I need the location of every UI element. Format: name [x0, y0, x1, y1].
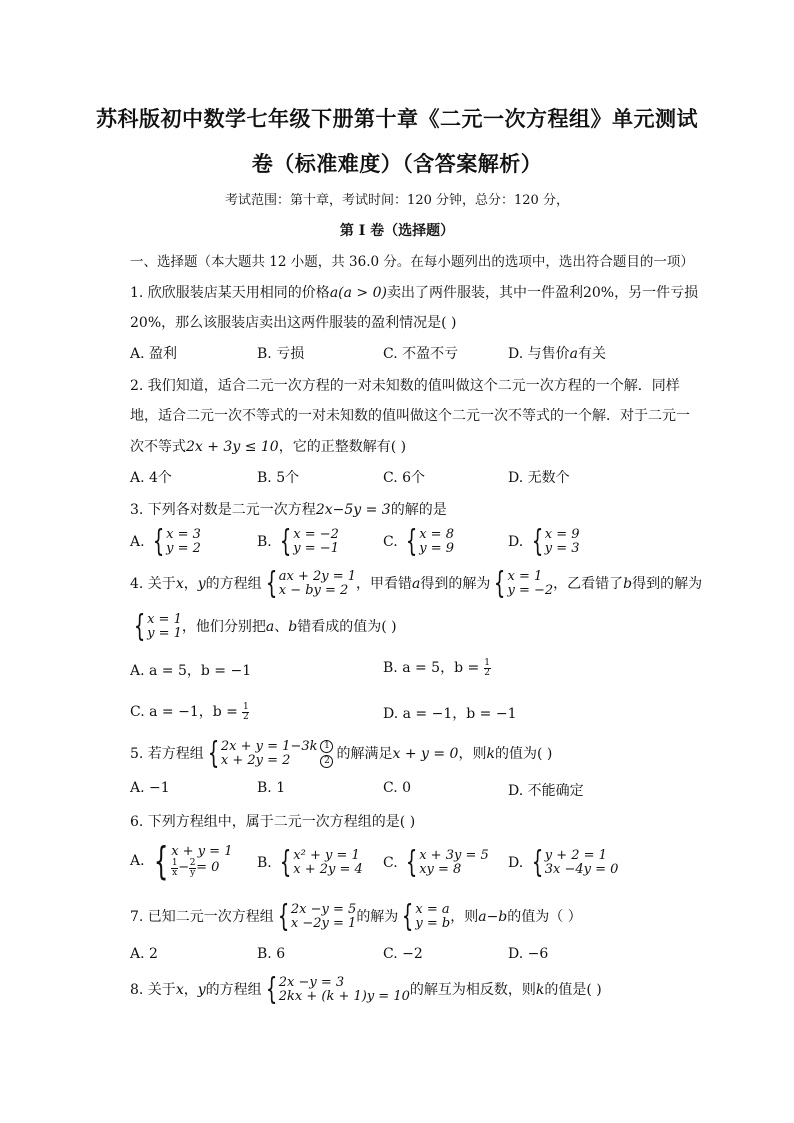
option-text: B. a = 5，b = [383, 660, 480, 676]
q4-option-c[interactable] [130, 701, 249, 722]
system-row: y = b [415, 916, 451, 931]
option-label: D. [508, 855, 524, 871]
q1-option-d-tail: 有关 [578, 346, 606, 362]
q7-option-b[interactable]: B. 6 [257, 946, 286, 962]
q5-text: 的值为( ) [494, 746, 553, 762]
q6-option-d[interactable] [508, 845, 619, 880]
brace-icon: { [405, 845, 418, 880]
brace-icon: { [207, 736, 220, 771]
option-text: C. a = −1，b = [130, 704, 238, 720]
q8-text: 的值是( ) [544, 982, 602, 998]
system-row: x = 1 [507, 569, 543, 584]
equals-zero: = 0 [196, 860, 220, 875]
q1-option-d-math: a [569, 346, 578, 362]
section-heading: 一、选择题（本大题共 12 小题，共 36.0 分。在每小题列出的选项中，选出符合题目的一项） [130, 254, 694, 270]
q3-option-b[interactable] [257, 524, 339, 559]
q4-text: 错看成的值为( ) [297, 619, 397, 635]
system-row: x + 3y = 5 [419, 848, 489, 863]
q8-var: y [197, 982, 206, 998]
q4-sep: 、 [274, 619, 289, 635]
option-label: C. [383, 534, 398, 550]
q4-text: 的方程组 [205, 576, 262, 592]
option-label: B. [257, 534, 272, 550]
q8-text: 的方程组 [205, 982, 262, 998]
option-label: B. [257, 855, 272, 871]
q8-var: x [175, 982, 184, 998]
q5-text: ，则 [458, 746, 487, 762]
q2-line3 [130, 436, 406, 456]
q8-text: 8. 关于 [130, 982, 176, 998]
q2-math: 2x + 3y ≤ 10 [186, 439, 279, 455]
option-label: D. [508, 534, 524, 550]
exam-info: 考试范围：第十章，考试时间：120 分钟，总分：120 分， [225, 193, 569, 208]
page-title-line1: 苏科版初中数学七年级下册第十章《二元一次方程组》单元测试 [96, 106, 698, 131]
q7-option-c[interactable]: C. −2 [383, 946, 423, 962]
q5-text: 5. 若方程组 [130, 746, 204, 762]
fraction-den: 2 [484, 667, 491, 678]
q2-option-c[interactable]: C. 6个 [383, 470, 426, 486]
q4-text: 4. 关于 [130, 576, 176, 592]
brace-icon: { [405, 524, 418, 559]
system-row: x² + y = 1 [293, 848, 360, 863]
q1-option-d-text: D. 与售价 [508, 346, 570, 362]
option-label: C. [383, 855, 398, 871]
q6-option-c[interactable] [383, 845, 489, 880]
q8-line1 [130, 972, 602, 1007]
q3-line1 [130, 499, 447, 519]
q7-text: 的解为 [356, 909, 399, 925]
q1-line1 [130, 282, 698, 302]
fraction-num: 1 [484, 657, 491, 668]
minus-sign: − [178, 860, 190, 875]
q3-option-c[interactable] [383, 524, 454, 559]
q7-text: 7. 已知二元一次方程组 [130, 909, 274, 925]
system-row: y = 1 [147, 626, 182, 641]
q8-var: k [535, 982, 545, 998]
q5-text: 的解满足 [336, 746, 393, 762]
option-label: A. [130, 853, 145, 869]
system-row: x = 1 [147, 612, 182, 627]
q7-text: 的值为（ ） [507, 909, 582, 925]
q2-option-a[interactable]: A. 4个 [130, 470, 172, 486]
q1-line2: 20%，那么该服装店卖出这两件服装的盈利情况是( ) [130, 315, 457, 331]
system-row: x = 8 [419, 527, 454, 542]
fraction [189, 859, 196, 878]
q7-option-a[interactable]: A. 2 [130, 946, 158, 962]
q3-math: 2x−5y = 3 [315, 502, 391, 518]
q4-text: 得到的解为 [632, 576, 703, 592]
q2-option-d[interactable]: D. 无数个 [508, 470, 570, 486]
system-row: x = −2 [293, 527, 339, 542]
q4-var: a [412, 576, 421, 592]
q5-line1 [130, 736, 553, 771]
q4-text: ，他们分别把 [181, 619, 266, 635]
q4-text: 得到的解为 [420, 576, 491, 592]
page-title-line2: 卷（标准难度）（含答案解析） [251, 151, 543, 176]
q4-var: a [265, 619, 275, 635]
system-row: y = −2 [507, 583, 554, 598]
q2-text: 次不等式 [130, 439, 186, 455]
system-row: x = a [415, 902, 450, 917]
system-row: x = 9 [544, 527, 580, 542]
q4-sep: ， [183, 576, 198, 592]
system-row: 2kx + (k + 1)y = 10 [278, 989, 410, 1004]
brace-icon: { [531, 845, 543, 880]
brace-icon: { [494, 566, 506, 601]
brace-icon: { [265, 972, 277, 1007]
q7-line1 [130, 899, 582, 934]
q4-var: b [623, 576, 633, 592]
fraction-den: x [172, 867, 178, 878]
system-row [171, 859, 232, 878]
q4-text: ，乙看错了 [553, 576, 624, 592]
q4-option-a[interactable]: A. a = 5，b = −1 [130, 663, 252, 679]
q4-option-b[interactable] [383, 657, 491, 678]
q7-math: a−b [478, 909, 508, 925]
q6-option-a[interactable] [130, 839, 233, 883]
q5-var: k [486, 746, 495, 762]
brace-icon: { [402, 899, 414, 934]
fraction-num: 1 [242, 701, 249, 712]
system-row: x + 2y = 4 [293, 862, 363, 877]
fraction-den: y [190, 867, 196, 878]
q5-option-d[interactable]: D. 不能确定 [508, 783, 584, 799]
q4-text: ，甲看错 [356, 576, 413, 592]
system-row: x + 2y = 2 [220, 753, 291, 768]
q4-var: b [288, 619, 298, 635]
q1-option-c[interactable]: C. 不盈不亏 [383, 346, 459, 362]
brace-icon: { [153, 839, 169, 883]
q1-option-d[interactable] [508, 343, 606, 363]
fraction [171, 859, 178, 878]
q3-option-d[interactable] [508, 524, 580, 559]
system-row: y = 2 [166, 541, 201, 556]
system-row: 3x −4y = 0 [544, 862, 619, 877]
option-label: A. [130, 534, 145, 550]
q2-line1: 2. 我们知道，适合二元一次方程的一对未知数的值叫做这个二元一次方程的一个解．同样 [130, 378, 680, 394]
circled-two-icon: 2 [320, 755, 333, 768]
q1-text-b: 卖出了两件服装，其中一件盈利20%，另一件亏损 [386, 285, 699, 301]
system-row: y = 3 [544, 541, 580, 556]
q4-option-d[interactable]: D. a = −1，b = −1 [383, 706, 517, 722]
q3-text: 3. 下列各对数是二元一次方程 [130, 502, 316, 518]
system-row: y = 9 [419, 541, 454, 556]
brace-icon: { [531, 524, 543, 559]
brace-icon: { [280, 845, 292, 880]
system-row: 2x −y = 5 [290, 902, 357, 917]
fraction-num: 2 [189, 857, 196, 868]
system-row: x = 3 [166, 527, 201, 542]
brace-icon: { [152, 524, 165, 559]
system-row: xy = 8 [419, 862, 462, 877]
brace-icon: { [280, 524, 292, 559]
system-row: ax + 2y = 1 [278, 569, 357, 584]
q6-line1: 6. 下列方程组中，属于二元一次方程组的是( ) [130, 814, 416, 830]
q7-option-d[interactable]: D. −6 [508, 946, 549, 962]
q1-math: a(a > 0) [329, 285, 387, 301]
q2-line2: 地，适合二元一次不等式的一对未知数的值叫做这个二元一次不等式的一个解．对于二元一 [130, 408, 690, 424]
system-row: y = −1 [293, 541, 339, 556]
fraction-den: 2 [242, 711, 249, 722]
circled-one-icon: 1 [320, 740, 333, 753]
system-row: x −2y = 1 [290, 916, 357, 931]
q1-option-b[interactable]: B. 亏损 [257, 346, 305, 362]
system-row: y + 2 = 1 [544, 848, 607, 863]
q6-option-b[interactable] [257, 845, 363, 880]
q8-text: 的解互为相反数，则 [409, 982, 536, 998]
system-row: x + y = 1 [171, 843, 233, 859]
q4-var: x [175, 576, 184, 592]
q2-text-b: ，它的正整数解有( ) [278, 439, 407, 455]
q5-option-b[interactable]: B. 1 [257, 780, 286, 796]
part-title: 第 I 卷（选择题） [339, 223, 455, 239]
q3-option-a[interactable] [130, 524, 201, 559]
fraction-num: 1 [171, 857, 178, 868]
brace-icon: { [265, 566, 277, 601]
q5-option-c[interactable]: C. 0 [383, 780, 412, 796]
system-row: 2x + y = 1−3k [220, 739, 318, 754]
system-row: 2x −y = 3 [278, 975, 345, 990]
q4-line1 [130, 566, 703, 601]
system-row: x − by = 2 [278, 583, 349, 598]
brace-icon: { [133, 609, 146, 644]
q2-option-b[interactable]: B. 5个 [257, 470, 300, 486]
q1-option-a[interactable]: A. 盈利 [130, 346, 178, 362]
q4-line2 [130, 609, 397, 644]
q3-text-b: 的解的是 [390, 502, 447, 518]
q8-sep: ， [183, 982, 198, 998]
circled-number-icons [320, 739, 333, 769]
fraction [484, 659, 491, 678]
q5-option-a[interactable]: A. −1 [130, 780, 170, 796]
q7-text: ，则 [450, 909, 479, 925]
q4-var: y [197, 576, 206, 592]
q5-math: x + y = 0 [392, 746, 459, 762]
brace-icon: { [277, 899, 290, 934]
q1-text: 1. 欣欣服装店某天用相同的价格 [130, 285, 330, 301]
fraction [242, 703, 249, 722]
